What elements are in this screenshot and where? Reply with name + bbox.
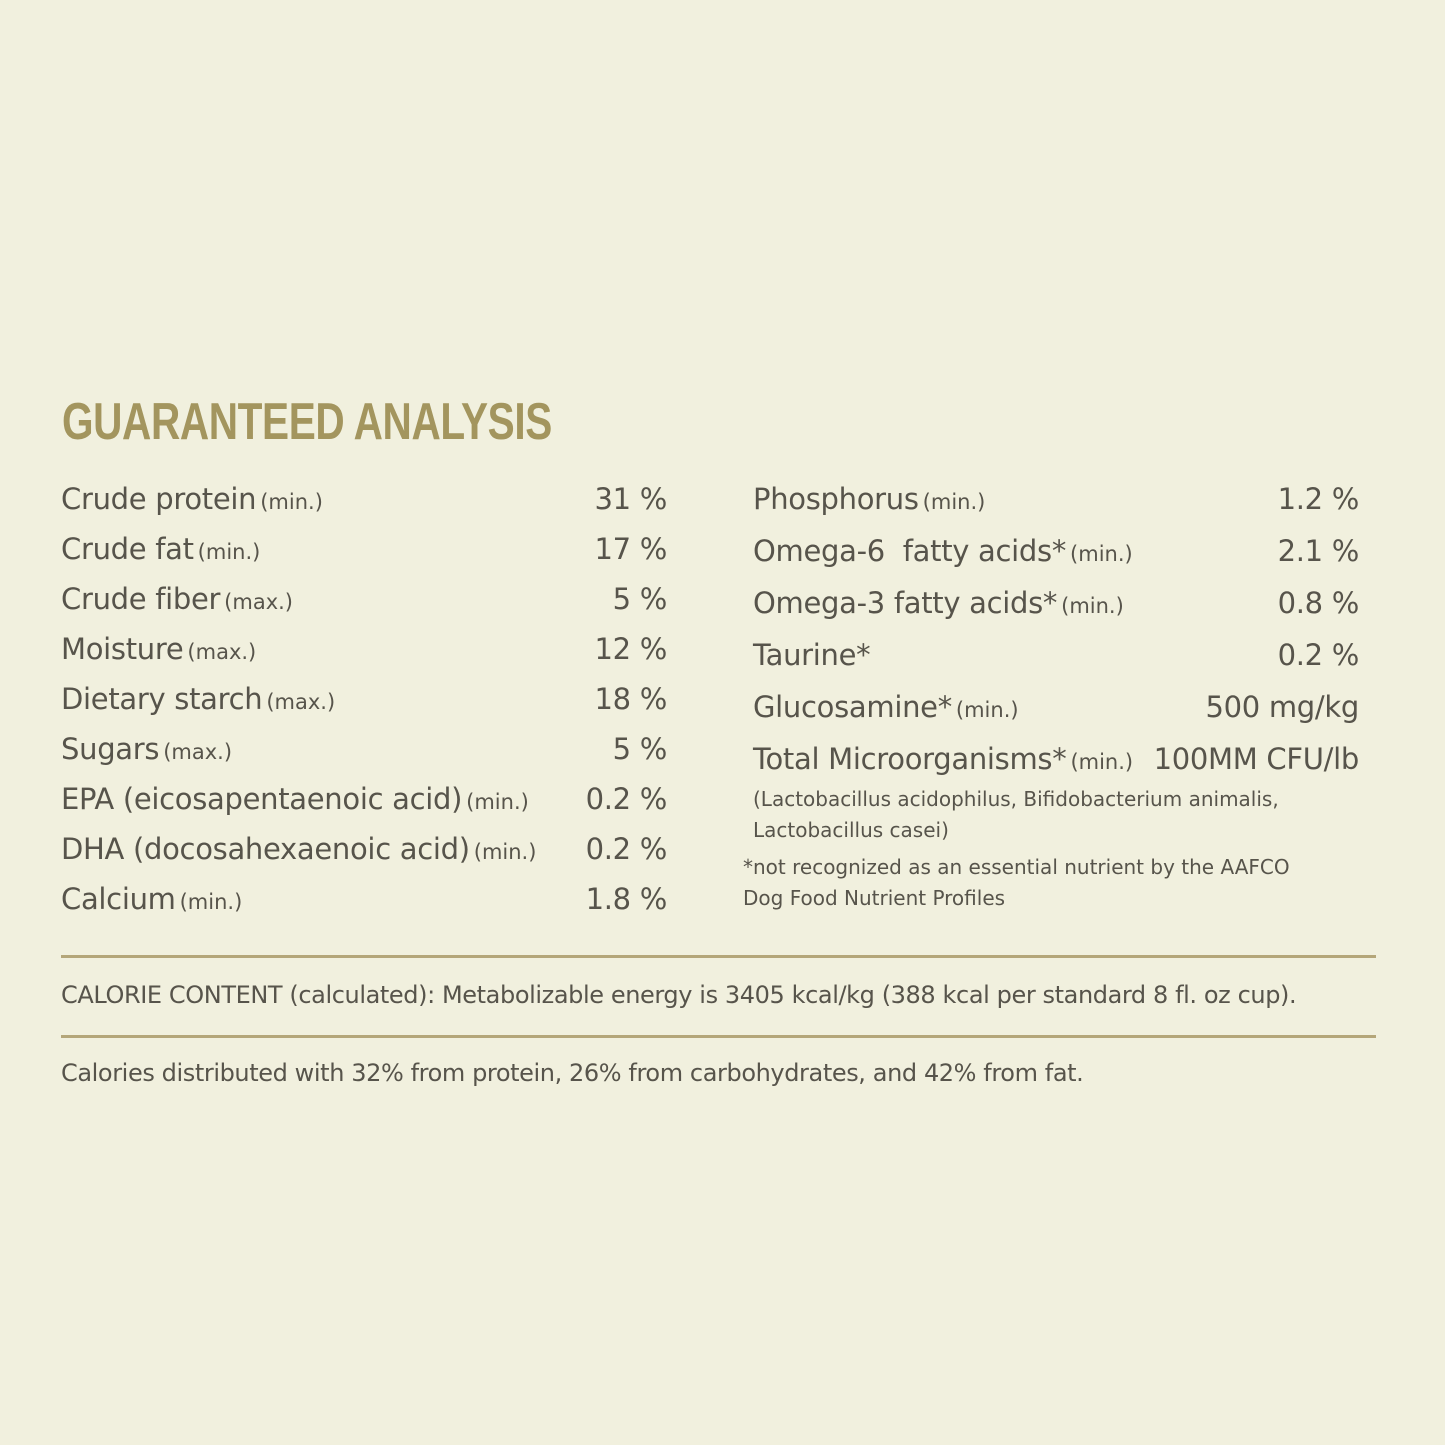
nutrient-qualifier: (min.) — [466, 790, 529, 814]
nutrient-value: 0.2 % — [585, 782, 667, 816]
nutrient-value: 2.1 % — [1277, 534, 1359, 568]
calorie-distribution: Calories distributed with 32% from protein, 26% from carbohydrates, and 42% from fat. — [61, 1059, 1084, 1087]
nutrient-row-moisture — [61, 627, 667, 677]
nutrient-name: Sugars — [61, 732, 160, 766]
nutrient-row-crude-fat — [61, 527, 667, 577]
footnote: *not recognized as an essential nutrient by the AAFCO Dog Food Nutrient Profiles — [743, 855, 1290, 910]
nutrient-row-omega-6 — [753, 529, 1359, 581]
nutrient-name: Moisture — [61, 632, 184, 666]
calorie-content: CALORIE CONTENT (calculated): Metabolizable energy is 3405 kcal/kg (388 kcal per standard 8 fl. oz cup). — [61, 981, 1297, 1009]
nutrient-name: Calcium — [61, 882, 176, 916]
nutrient-row-epa — [61, 777, 667, 827]
nutrient-list-right — [753, 477, 1359, 846]
nutrient-qualifier: (min.) — [473, 840, 537, 864]
nutrient-name: EPA (eicosapentaenoic acid) — [61, 782, 463, 816]
nutrient-qualifier: (min.) — [260, 490, 323, 514]
nutrient-value: 5 % — [612, 582, 667, 616]
nutrient-value: 0.8 % — [1277, 586, 1359, 620]
nutrient-name: Phosphorus — [753, 482, 919, 516]
nutrient-row-crude-protein — [61, 477, 667, 527]
nutrient-qualifier: (min.) — [1061, 594, 1124, 618]
nutrient-qualifier: (min.) — [197, 540, 261, 564]
nutrient-qualifier: (max.) — [163, 740, 233, 764]
nutrient-name: Dietary starch — [61, 682, 263, 716]
nutrient-value: 1.8 % — [585, 882, 667, 916]
nutrient-row-phosphorus — [753, 477, 1359, 529]
divider — [61, 1035, 1376, 1038]
nutrient-value: 1.2 % — [1277, 482, 1359, 516]
nutrient-qualifier: (max.) — [266, 690, 336, 714]
nutrient-name: DHA (docosahexaenoic acid) — [61, 832, 470, 866]
nutrient-name: Omega-3 fatty acids* — [753, 586, 1058, 620]
nutrient-value: 18 % — [594, 682, 667, 716]
nutrient-row-taurine — [753, 633, 1359, 685]
nutrient-value: 12 % — [594, 632, 667, 666]
nutrient-row-total-microorganisms — [753, 737, 1359, 846]
page-title: GUARANTEED ANALYSIS — [62, 393, 552, 451]
nutrient-row-crude-fiber — [61, 577, 667, 627]
nutrient-value: 0.2 % — [585, 832, 667, 866]
nutrient-qualifier: (min.) — [955, 698, 1019, 722]
microorganisms-note: (Lactobacillus acidophilus, Bifidobacterium animalis, Lactobacillus casei) — [753, 787, 1279, 842]
nutrient-qualifier: (min.) — [922, 490, 986, 514]
nutrient-name: Crude protein — [61, 482, 257, 516]
nutrient-name: Crude fiber — [61, 582, 221, 616]
nutrient-row-omega-3 — [753, 581, 1359, 633]
nutrient-name: Glucosamine* — [753, 690, 952, 724]
nutrient-value: 100MM CFU/lb — [1153, 742, 1359, 776]
nutrient-value: 500 mg/kg — [1205, 690, 1359, 724]
nutrient-qualifier: (min.) — [1070, 750, 1134, 774]
nutrient-name: Crude fat — [61, 532, 194, 566]
nutrient-qualifier: (max.) — [187, 640, 257, 664]
nutrient-qualifier: (min.) — [1070, 542, 1133, 566]
nutrient-name: Total Microorganisms* — [753, 742, 1067, 776]
nutrient-qualifier: (min.) — [179, 890, 243, 914]
nutrient-name: Taurine* — [753, 638, 871, 672]
nutrient-list-left — [61, 477, 667, 927]
divider — [61, 955, 1376, 958]
nutrient-value: 5 % — [612, 732, 667, 766]
nutrient-row-dha — [61, 827, 667, 877]
nutrient-value: 31 % — [594, 482, 667, 516]
nutrient-name: Omega-6 fatty acids* — [753, 534, 1067, 568]
nutrient-row-sugars — [61, 727, 667, 777]
nutrient-value: 0.2 % — [1277, 638, 1359, 672]
nutrient-row-dietary-starch — [61, 677, 667, 727]
nutrient-row-glucosamine — [753, 685, 1359, 737]
nutrient-value: 17 % — [594, 532, 667, 566]
nutrient-qualifier: (max.) — [224, 590, 293, 614]
nutrient-row-calcium — [61, 877, 667, 927]
